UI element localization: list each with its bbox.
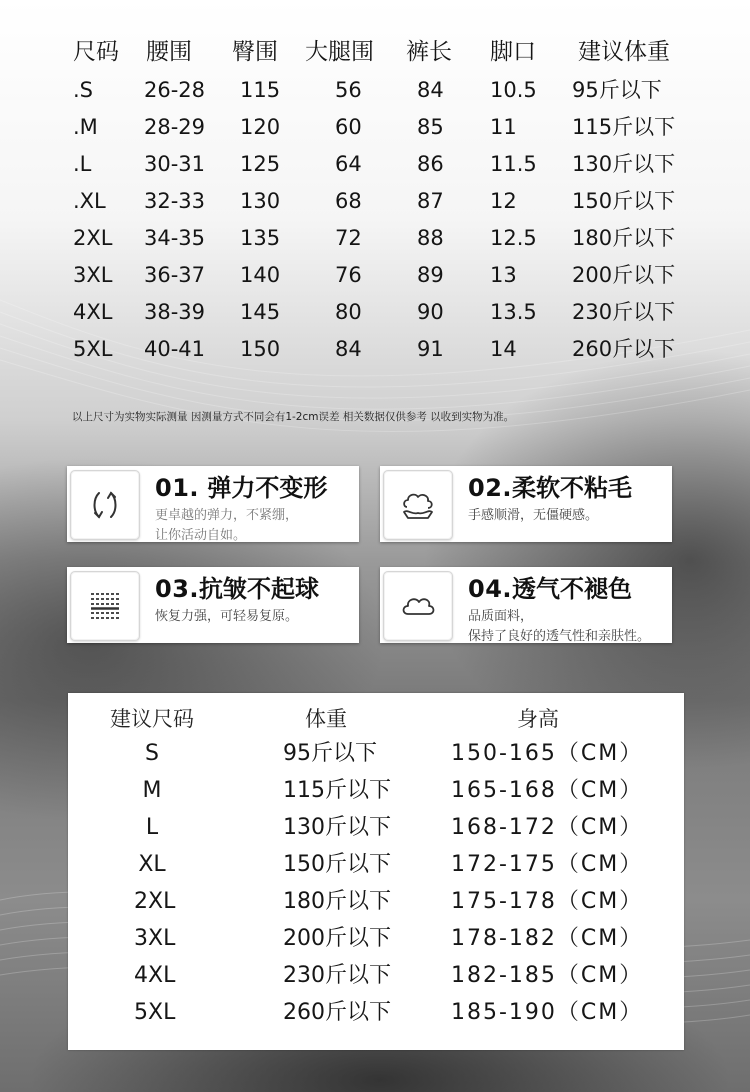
cell-size: .L <box>73 152 92 176</box>
cell-height: 178-182（CM） <box>451 926 644 951</box>
cell-height: 165-168（CM） <box>451 778 644 803</box>
cell-height: 185-190（CM） <box>451 1000 644 1025</box>
feature-title: 01. 弹力不变形 <box>155 474 328 502</box>
table-row <box>0 331 750 367</box>
cell-length: 87 <box>417 189 444 213</box>
cell-hem: 13.5 <box>490 300 537 324</box>
cloud-hand-icon <box>383 470 453 540</box>
table-row <box>0 257 750 293</box>
feature-title: 04.透气不褪色 <box>468 575 633 603</box>
cell-weight: 200斤以下 <box>283 926 391 951</box>
table-row <box>0 146 750 182</box>
cell-weight: 260斤以下 <box>572 337 676 361</box>
cell-weight: 200斤以下 <box>572 263 676 287</box>
cell-waist: 32-33 <box>144 189 206 213</box>
feature-card-4 <box>380 567 672 643</box>
cell-weight: 95斤以下 <box>283 741 377 766</box>
fabric-layers-icon <box>70 571 140 641</box>
cell-size: 3XL <box>134 926 176 951</box>
cell-weight: 115斤以下 <box>572 115 676 139</box>
header-recommend-size: 建议尺码 <box>110 707 194 731</box>
cell-hip: 120 <box>240 115 281 139</box>
cell-length: 91 <box>417 337 444 361</box>
header-recommend-weight: 体重 <box>305 707 347 731</box>
recommend-size-table <box>68 693 684 1050</box>
table-row <box>0 220 750 256</box>
table-row <box>68 920 684 957</box>
cell-weight: 180斤以下 <box>283 889 391 914</box>
table-row <box>0 72 750 108</box>
cell-weight: 150斤以下 <box>283 852 391 877</box>
feature-card-3 <box>67 567 359 643</box>
measurement-note: 以上尺寸为实物实际测量 因测量方式不同会有1-2cm误差 相关数据仅供参考 以收到实物为准。 <box>72 411 515 423</box>
cell-weight: 130斤以下 <box>283 815 391 840</box>
header-size: 尺码 <box>73 39 119 65</box>
cell-length: 88 <box>417 226 444 250</box>
cell-hem: 13 <box>490 263 517 287</box>
cell-weight: 230斤以下 <box>283 963 391 988</box>
cell-size: 5XL <box>134 1000 176 1025</box>
cell-size: 4XL <box>73 300 113 324</box>
cell-height: 182-185（CM） <box>451 963 644 988</box>
cell-thigh: 56 <box>335 78 362 102</box>
table-row <box>68 994 684 1031</box>
cell-weight: 230斤以下 <box>572 300 676 324</box>
cell-hip: 130 <box>240 189 281 213</box>
cell-size: 3XL <box>73 263 113 287</box>
cell-waist: 34-35 <box>144 226 206 250</box>
cell-size: L <box>145 815 159 840</box>
cell-height: 150-165（CM） <box>451 741 644 766</box>
header-hem: 脚口 <box>490 39 536 65</box>
cell-thigh: 60 <box>335 115 362 139</box>
cell-thigh: 68 <box>335 189 362 213</box>
feature-desc: 恢复力强，可轻易复原。 <box>155 609 299 624</box>
cell-length: 84 <box>417 78 444 102</box>
table-row <box>0 183 750 219</box>
cell-length: 86 <box>417 152 444 176</box>
cell-size: .M <box>73 115 98 139</box>
feature-card-2 <box>380 466 672 542</box>
cell-height: 175-178（CM） <box>451 889 644 914</box>
cell-length: 85 <box>417 115 444 139</box>
cell-waist: 40-41 <box>144 337 206 361</box>
feature-desc: 品质面料， 保持了良好的透气性和亲肤性。 <box>468 609 651 644</box>
cell-weight: 180斤以下 <box>572 226 676 250</box>
cell-weight: 115斤以下 <box>283 778 391 803</box>
cell-weight: 150斤以下 <box>572 189 676 213</box>
header-thigh: 大腿围 <box>305 39 374 65</box>
cell-hip: 115 <box>240 78 281 102</box>
header-recommend-height: 身高 <box>517 707 559 731</box>
size-chart-header <box>0 34 750 70</box>
cell-hem: 11 <box>490 115 517 139</box>
table-row <box>68 809 684 846</box>
feature-title: 02.柔软不粘毛 <box>468 474 633 502</box>
cell-waist: 38-39 <box>144 300 206 324</box>
cell-hip: 150 <box>240 337 281 361</box>
cell-weight: 130斤以下 <box>572 152 676 176</box>
cell-weight: 95斤以下 <box>572 78 662 102</box>
cell-size: .XL <box>73 189 106 213</box>
cell-thigh: 64 <box>335 152 362 176</box>
cell-hem: 12 <box>490 189 517 213</box>
cell-weight: 260斤以下 <box>283 1000 391 1025</box>
cell-length: 89 <box>417 263 444 287</box>
header-weight: 建议体重 <box>578 39 670 65</box>
cell-length: 90 <box>417 300 444 324</box>
feature-card-1 <box>67 466 359 542</box>
feature-title: 03.抗皱不起球 <box>155 575 320 603</box>
cell-thigh: 72 <box>335 226 362 250</box>
cell-waist: 26-28 <box>144 78 206 102</box>
cell-size: 2XL <box>73 226 113 250</box>
cell-size: 2XL <box>134 889 176 914</box>
cell-height: 168-172（CM） <box>451 815 644 840</box>
cell-size: S <box>145 741 159 766</box>
table-row <box>68 846 684 883</box>
cell-size: 5XL <box>73 337 113 361</box>
cell-waist: 36-37 <box>144 263 206 287</box>
header-waist: 腰围 <box>146 39 192 65</box>
table-row <box>68 735 684 772</box>
stretch-arrows-icon <box>70 470 140 540</box>
cell-hem: 14 <box>490 337 517 361</box>
cell-size: XL <box>138 852 166 877</box>
feature-desc: 更卓越的弹力，不紧绷， 让你活动自如。 <box>155 508 299 543</box>
recommend-header <box>68 701 684 738</box>
table-row <box>68 883 684 920</box>
cell-thigh: 84 <box>335 337 362 361</box>
cell-waist: 30-31 <box>144 152 206 176</box>
cell-hip: 145 <box>240 300 281 324</box>
cell-hem: 11.5 <box>490 152 537 176</box>
cloud-icon <box>383 571 453 641</box>
cell-size: 4XL <box>134 963 176 988</box>
cell-hip: 135 <box>240 226 281 250</box>
cell-thigh: 76 <box>335 263 362 287</box>
table-row <box>0 294 750 330</box>
cell-hem: 10.5 <box>490 78 537 102</box>
table-row <box>68 957 684 994</box>
cell-size: .S <box>73 78 94 102</box>
feature-desc: 手感顺滑，无僵硬感。 <box>468 508 599 523</box>
table-row <box>68 772 684 809</box>
header-hip: 臀围 <box>232 39 278 65</box>
cell-waist: 28-29 <box>144 115 206 139</box>
cell-hem: 12.5 <box>490 226 537 250</box>
cell-height: 172-175（CM） <box>451 852 644 877</box>
cell-thigh: 80 <box>335 300 362 324</box>
cell-size: M <box>142 778 162 803</box>
cell-hip: 140 <box>240 263 281 287</box>
header-length: 裤长 <box>406 39 452 65</box>
table-row <box>0 109 750 145</box>
cell-hip: 125 <box>240 152 281 176</box>
